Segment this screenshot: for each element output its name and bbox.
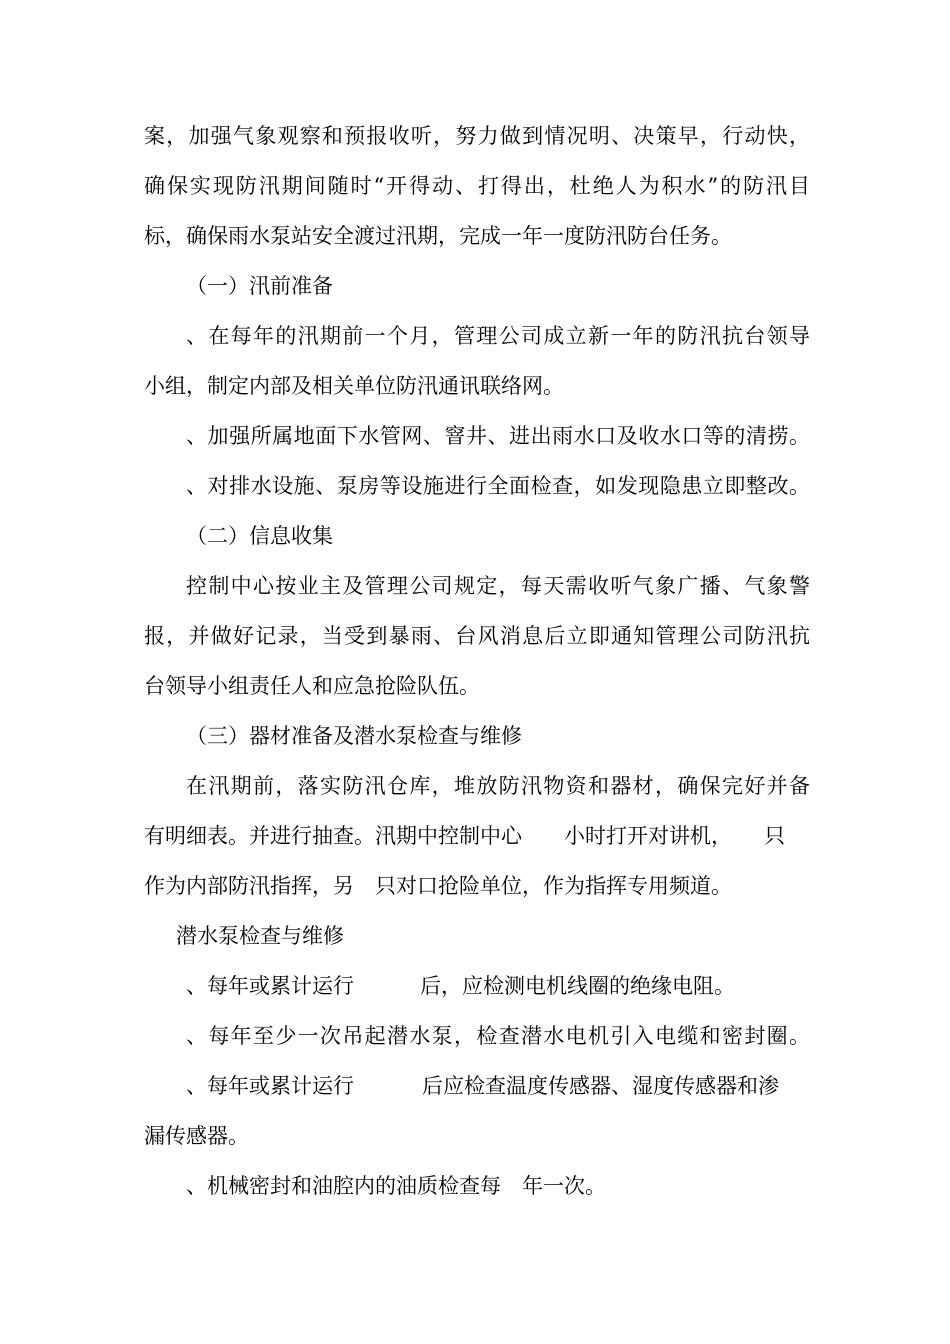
list-item (144, 1061, 810, 1161)
text-segment: 只 (764, 824, 785, 848)
heading-text: （一）汛前准备 (186, 274, 333, 298)
section-heading-pre-flood (144, 261, 852, 311)
text-line (144, 1061, 810, 1111)
list-item (144, 1161, 810, 1211)
text-line: 控制中心按业主及管理公司规定，每天需收听气象广播、气象警 (186, 574, 810, 598)
heading-text: （三）器材准备及潜水泵检查与维修 (186, 724, 522, 748)
text-line: 在汛期前，落实防汛仓库，堆放防汛物资和器材，确保完好并备 (186, 774, 810, 798)
list-item (144, 961, 810, 1011)
text-line: 确保实现防汛期间随时“开得动、打得出，杜绝人为积水”的防汛目 (144, 174, 810, 198)
text-line: 、每年至少一次吊起潜水泵，检查潜水电机引入电缆和密封圈。 (186, 1024, 810, 1048)
section-heading-equipment (144, 711, 852, 761)
text-line: 、加强所属地面下水管网、窨井、进出雨水口及收水口等的清捞。 (186, 424, 810, 448)
text-segment: 、每年或累计运行 (186, 1074, 354, 1098)
text-line: 、对排水设施、泵房等设施进行全面检查，如发现隐患立即整改。 (186, 474, 810, 498)
text-segment: 年一次。 (522, 1174, 606, 1198)
text-segment: 后应检查温度传感器、湿度传感器和渗 (422, 1074, 779, 1098)
list-item (144, 411, 810, 461)
info-paragraph (144, 561, 810, 711)
list-item (144, 461, 810, 511)
heading-text: （二）信息收集 (186, 524, 333, 548)
subheading-pump-maintenance (144, 911, 810, 961)
text-line: 小组，制定内部及相关单位防汛通讯联络网。 (144, 374, 564, 398)
text-line: 台领导小组责任人和应急抢险队伍。 (144, 674, 480, 698)
text-line: 报，并做好记录，当受到暴雨、台风消息后立即通知管理公司防汛抗 (144, 624, 810, 648)
heading-text: 潜水泵检查与维修 (176, 924, 344, 948)
text-segment: 小时打开对讲机， (564, 824, 732, 848)
text-segment: 作为内部防汛指挥，另 (144, 874, 354, 898)
text-line (144, 811, 810, 861)
text-line: 漏传感器。 (144, 1124, 249, 1148)
text-line (144, 861, 810, 911)
text-segment: 后，应检测电机线圈的绝缘电阻。 (420, 974, 735, 998)
text-segment: 、机械密封和油腔内的油质检查每 (186, 1174, 501, 1198)
text-line (144, 1161, 810, 1211)
list-item (144, 311, 810, 411)
list-item (144, 1011, 810, 1061)
text-segment: 、每年或累计运行 (186, 974, 354, 998)
text-segment: 有明细表。并进行抽查。汛期中控制中心 (144, 824, 522, 848)
equipment-paragraph (144, 761, 810, 911)
intro-paragraph (144, 111, 810, 261)
text-line: 标，确保雨水泵站安全渡过汛期，完成一年一度防汛防台任务。 (144, 224, 732, 248)
text-line: 、在每年的汛期前一个月，管理公司成立新一年的防汛抗台领导 (186, 324, 810, 348)
text-line: 案，加强气象观察和预报收听，努力做到情况明、决策早，行动快， (144, 124, 810, 148)
text-line (144, 961, 810, 1011)
text-segment: 只对口抢险单位，作为指挥专用频道。 (375, 874, 732, 898)
section-heading-info-collection (144, 511, 852, 561)
